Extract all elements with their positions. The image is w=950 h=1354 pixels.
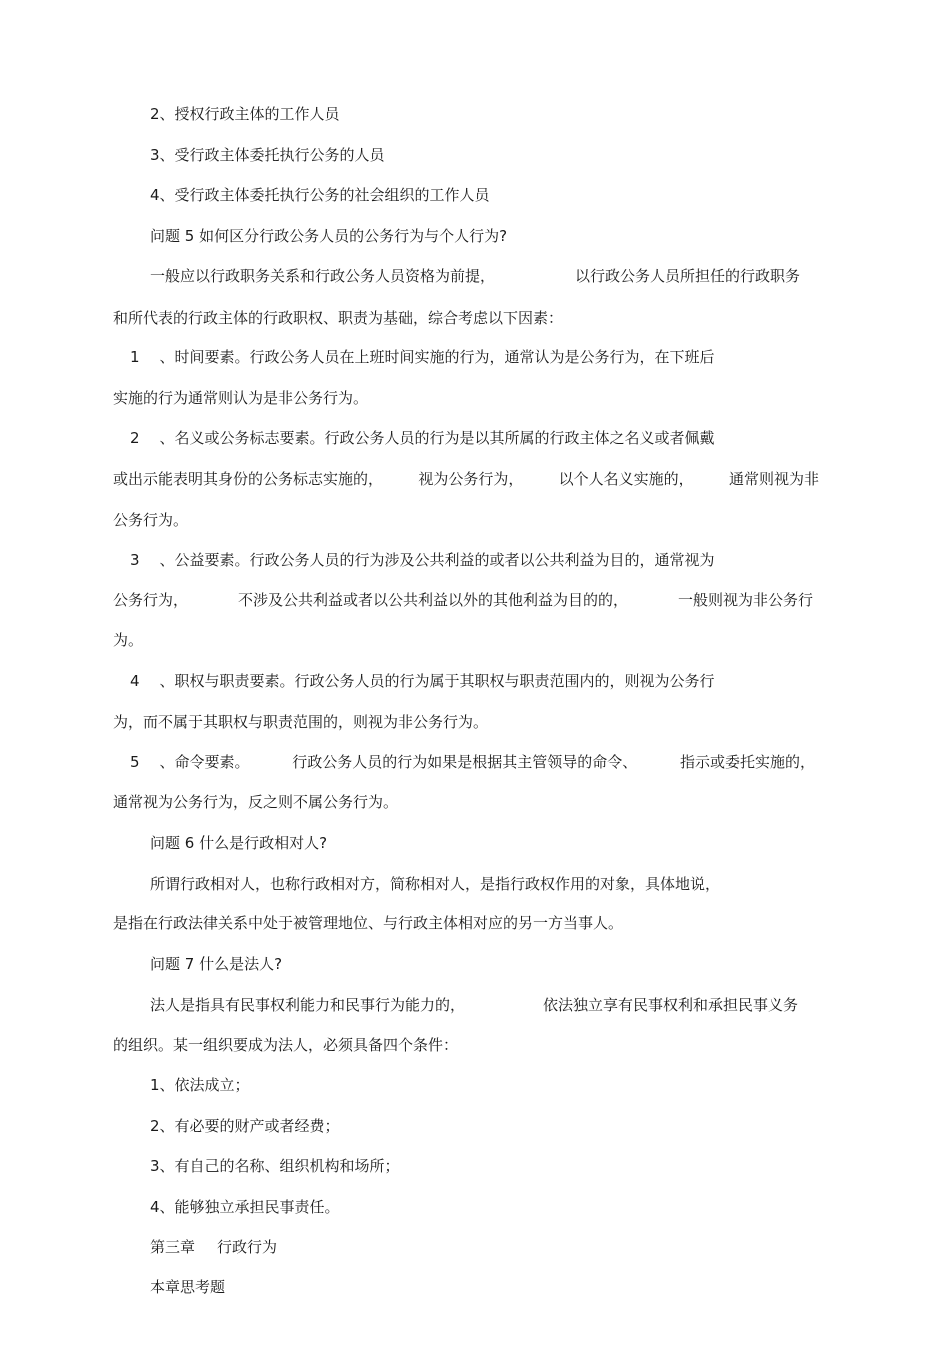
question-heading: 问题 5 如何区分行政公务人员的公务行为与个人行为?: [150, 227, 508, 245]
text-segment: 不涉及公共利益或者以公共利益以外的其他利益为目的的，: [237, 591, 628, 609]
text-segment: 一般则视为非公务行: [677, 591, 813, 609]
paragraph-line: [113, 469, 819, 489]
paragraph-line: 通常视为公务行为，反之则不属公务行为。: [113, 793, 399, 811]
text-segment: 行政公务人员的行为如果是根据其主管领导的命令、: [292, 753, 638, 771]
text-segment: 法人是指具有民事权利能力和民事行为能力的，: [150, 996, 466, 1014]
item-text: 、时间要素。行政公务人员在上班时间实施的行为，通常认为是公务行为，在下班后: [159, 348, 715, 366]
paragraph-line: 的组织。某一组织要成为法人，必须具备四个条件：: [113, 1036, 459, 1054]
paragraph-line: 所谓行政相对人，也称行政相对方，简称相对人，是指行政权作用的对象，具体地说，: [150, 875, 721, 893]
paragraph-line: 为，而不属于其职权与职责范围的，则视为非公务行为。: [113, 713, 489, 731]
paragraph-line: [150, 266, 800, 286]
question-heading: 问题 6 什么是行政相对人?: [150, 834, 328, 852]
chapter-number: 第三章: [150, 1238, 196, 1256]
list-item: 1、依法成立；: [150, 1076, 250, 1094]
text-segment: 或出示能表明其身份的公务标志实施的，: [113, 470, 384, 488]
text-segment: 通常则视为非: [728, 470, 819, 488]
list-item: 3、有自己的名称、组织机构和场所；: [150, 1157, 400, 1175]
text-segment: 视为公务行为，: [418, 470, 524, 488]
numbered-item: [130, 428, 715, 448]
text-segment: 一般应以行政职务关系和行政公务人员资格为前提，: [150, 267, 496, 285]
text-segment: 以行政公务人员所担任的行政职务: [574, 267, 800, 285]
paragraph-line: [113, 590, 813, 610]
section-heading: 本章思考题: [150, 1278, 226, 1296]
list-item: 2、授权行政主体的工作人员: [150, 105, 340, 123]
text-segment: 公务行为，: [113, 591, 189, 609]
paragraph-line: 实施的行为通常则认为是非公务行为。: [113, 389, 369, 407]
list-item: 4、能够独立承担民事责任。: [150, 1198, 340, 1216]
paragraph-line: 为。: [113, 631, 144, 649]
item-number: 5: [130, 753, 140, 771]
item-text: 、名义或公务标志要素。行政公务人员的行为是以其所属的行政主体之名义或者佩戴: [159, 429, 715, 447]
text-segment: 依法独立享有民事权利和承担民事义务: [542, 996, 798, 1014]
question-heading: 问题 7 什么是法人?: [150, 955, 283, 973]
item-text: 、命令要素。: [159, 753, 250, 771]
paragraph-line: [150, 995, 798, 1015]
item-number: 2: [130, 429, 140, 447]
item-text: 、公益要素。行政公务人员的行为涉及公共利益的或者以公共利益为目的，通常视为: [159, 551, 715, 569]
paragraph-line: 是指在行政法律关系中处于被管理地位、与行政主体相对应的另一方当事人。: [113, 914, 624, 932]
chapter-title: 行政行为: [217, 1238, 278, 1256]
chapter-heading: [150, 1237, 277, 1257]
list-item: 4、受行政主体委托执行公务的社会组织的工作人员: [150, 186, 490, 204]
item-number: 4: [130, 672, 140, 690]
numbered-item: [130, 550, 715, 570]
numbered-item: [130, 347, 715, 367]
text-segment: 以个人名义实施的，: [558, 470, 694, 488]
item-number: 3: [130, 551, 140, 569]
numbered-item: [130, 752, 815, 772]
item-text: 、职权与职责要素。行政公务人员的行为属于其职权与职责范围内的，则视为公务行: [159, 672, 715, 690]
numbered-item: [130, 671, 715, 691]
paragraph-line: 和所代表的行政主体的行政职权、职责为基础，综合考虑以下因素：: [113, 309, 564, 327]
item-number: 1: [130, 348, 140, 366]
list-item: 2、有必要的财产或者经费；: [150, 1117, 340, 1135]
text-segment: 指示或委托实施的，: [679, 753, 815, 771]
paragraph-line: 公务行为。: [113, 511, 189, 529]
list-item: 3、受行政主体委托执行公务的人员: [150, 146, 385, 164]
